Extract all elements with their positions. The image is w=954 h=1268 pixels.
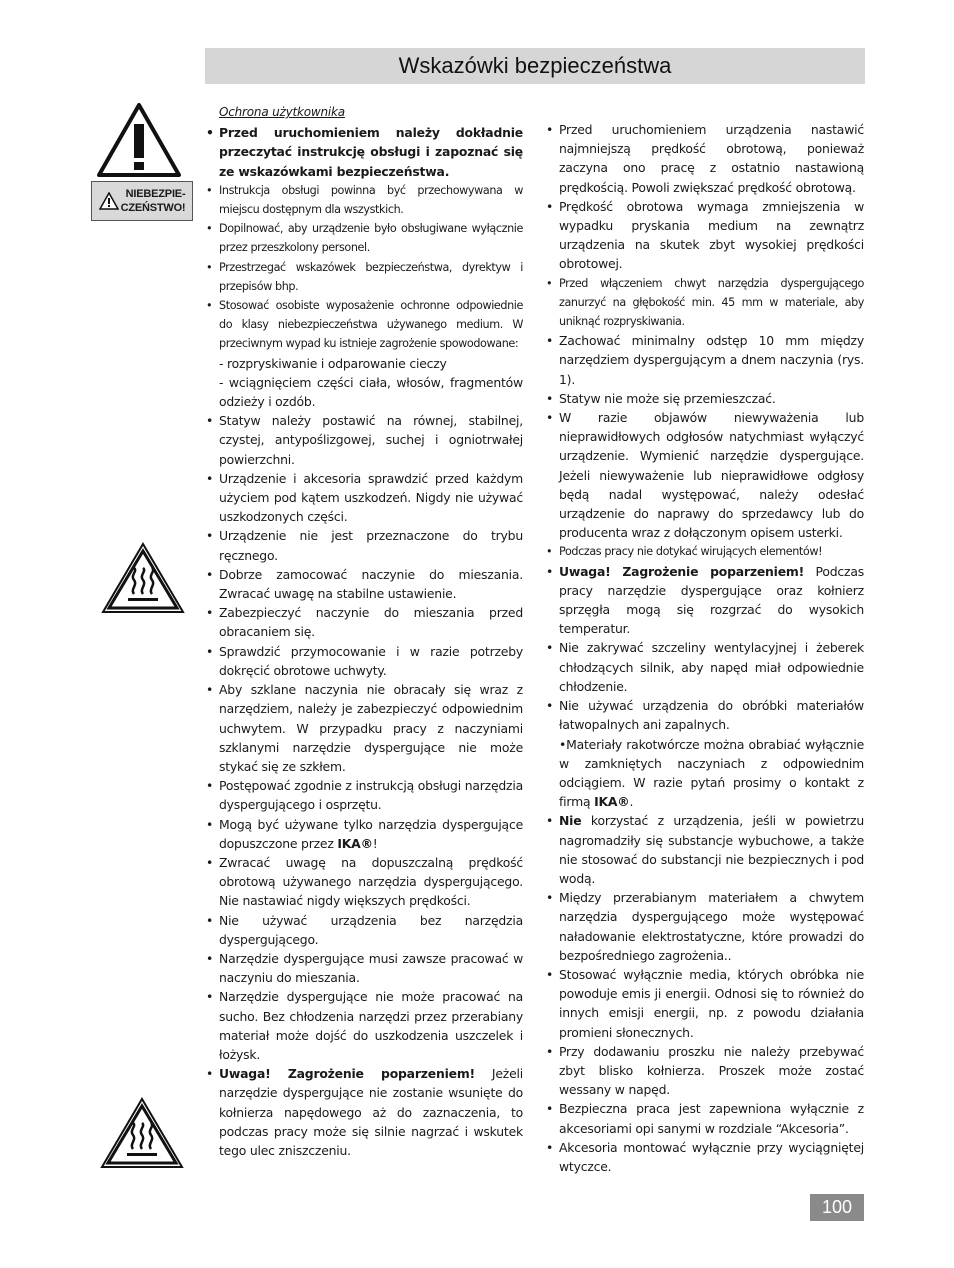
hot-surface-icon — [100, 1097, 184, 1169]
hot-surface-icon — [101, 542, 185, 614]
list-item: • Instrukcja obsługi powinna być przechowywana w miejscu dostępnym dla wszystkich. — [205, 181, 523, 219]
list-item: • W razie objawów niewyważenia lub nieprawidłowych odgłosów natychmiast wyłączyć urządzenie. Wymienić narzędzie dyspergujące. Jeżeli niewyważenie lub nieprawidłowe odgłosy będą nadal występować, należy odesłać urządzenie do naprawy do sprzedawcy lub do producenta wraz z dołączonym opisem usterki. — [545, 408, 864, 542]
list-item: • Uwaga! Zagrożenie poparzeniem! Jeżeli narzędzie dyspergujące nie zostanie wsunięte do kołnierza napędowego aż do zaznaczenia, to podczas pracy może się silnie nagrzać i wskutek tego ulec zniszczeniu. — [205, 1064, 523, 1160]
list-item: • Mogą być używane tylko narzędzia dyspergujące dopuszczone przez IKA®! — [205, 815, 523, 853]
list-item: • Nie korzystać z urządzenia, jeśli w powietrzu nagromadziły się substancje wybuchowe, a także nie stosować do substancji nie bezpiecznych i pod wodą. — [545, 811, 864, 888]
list-item: • Statyw należy postawić na równej, stabilnej, czystej, antypoślizgowej, suchej i ogniotrwałej powierzchni. — [205, 411, 523, 469]
burn-warning: Uwaga! Zagrożenie poparzeniem! — [559, 563, 805, 579]
list-item: • Nie używać urządzenia bez narzędzia dyspergującego. — [205, 911, 523, 949]
list-subitem: - wciągnięciem części ciała, włosów, fragmentów odzieży i ozdób. — [219, 374, 523, 410]
list-item: • Między przerabianym materiałem a chwytem narzędzia dyspergującego może występować naładowanie elektrostatyczne, które prowadzi do bezpośredniego zagrożenia.. — [545, 888, 864, 965]
page-number: 100 — [810, 1194, 864, 1221]
list-item: • Nie zakrywać szczeliny wentylacyjnej i żeberek chłodzących silnik, aby napęd miał odpowiednie chłodzenie. — [545, 638, 864, 696]
list-item: • Sprawdzić przymocowanie i w razie potrzeby dokręcić obrotowe uchwyty. — [205, 642, 523, 680]
list-item: • Podczas pracy nie dotykać wirujących elementów! — [545, 542, 864, 561]
list-item: • Urządzenie nie jest przeznaczone do trybu ręcznego. — [205, 526, 523, 564]
list-item: • Zachować minimalny odstęp 10 mm między narzędziem dyspergującym a dnem naczynia (rys. 1). — [545, 331, 864, 389]
section-subheading: Ochrona użytkownika — [219, 105, 345, 119]
list-subitem: •Materiały rakotwórcze można obrabiać wyłącznie w zamkniętych naczyniach z odpowiednim odciągiem. W razie pytań prosimy o kontakt z firmą IKA®. — [559, 736, 864, 810]
left-column — [205, 103, 523, 1160]
warning-small-icon — [99, 192, 119, 210]
list-item: • Przed włączeniem chwyt narzędzia dyspergującego zanurzyć na głębokość min. 45 mm w materiale, aby uniknąć rozpryskiwania. — [545, 274, 864, 332]
ika-brand: IKA® — [337, 835, 373, 851]
list-item: • Przy dodawaniu proszku nie należy przebywać zbyt blisko kołnierza. Proszek może zostać wessany w napęd. — [545, 1042, 864, 1100]
list-item: • Bezpieczna praca jest zapewniona wyłącznie z akcesoriami opi sanymi w rozdziale “Akcesoria”. — [545, 1099, 864, 1137]
danger-label-text: NIEBEZPIE- CZEŃSTWO! — [120, 188, 186, 214]
warning-triangle-icon — [96, 102, 182, 178]
list-item: • Narzędzie dyspergujące musi zawsze pracować w naczyniu do mieszania. — [205, 949, 523, 987]
list-item: • Przed uruchomieniem urządzenia nastawić najmniejszą prędkość obrotową, ponieważ zaczyna ono pracę z ostatnio nastawioną prędkością. Powoli zwiększać prędkość obrotową. — [545, 120, 864, 197]
list-item: • Uwaga! Zagrożenie poparzeniem! Podczas pracy narzędzie dyspergujące oraz kołnierz sprzęgła mogą się rozgrzać do wysokich temperatur. — [545, 562, 864, 639]
list-item: • Zabezpieczyć naczynie do mieszania przed obracaniem się. — [205, 603, 523, 641]
list-item: • Akcesoria montować wyłącznie przy wyciągniętej wtyczce. — [545, 1138, 864, 1176]
danger-label — [91, 181, 193, 221]
list-item: • Statyw nie może się przemieszczać. — [545, 389, 864, 408]
title-bar — [205, 48, 865, 84]
list-item: • Przestrzegać wskazówek bezpieczeństwa, dyrektyw i przepisów bhp. — [205, 258, 523, 296]
list-item: • Postępować zgodnie z instrukcją obsługi narzędzia dyspergującego i osprzętu. — [205, 776, 523, 814]
list-item: • Stosować wyłącznie media, których obróbka nie powoduje emis ji energii. Odnosi się to również do innych emisji energii, np. z powodu działania promieni słonecznych. — [545, 965, 864, 1042]
list-item: • Narzędzie dyspergujące nie może pracować na sucho. Bez chłodzenia narzędzi przez przerabiany materiał może dojść do uszkodzenia uszczelek i łożysk. — [205, 987, 523, 1064]
list-item: • Urządzenie i akcesoria sprawdzić przed każdym użyciem pod kątem uszkodzeń. Nigdy nie używać uszkodzonych części. — [205, 469, 523, 527]
list-item: • Prędkość obrotowa wymaga zmniejszenia w wypadku pryskania medium na zewnątrz urządzenia na skutek zbyt wysokiej prędkości obrotowej. — [545, 197, 864, 274]
list-item: • Stosować osobiste wyposażenie ochronne odpowiednie do klasy niebezpieczeństwa używanego medium. W przeciwnym wypad ku istnieje zagrożenie spowodowane: — [205, 296, 523, 354]
list-item: • Dobrze zamocować naczynie do mieszania. Zwracać uwagę na stabilne ustawienie. — [205, 565, 523, 603]
list-item: • Aby szklane naczynia nie obracały się wraz z narzędziem, należy je zabezpieczyć odpowiednim uchwytem. W przypadku pracy z naczyniami szklanymi narzędzie dyspergujące nie może stykać się ze szkłem. — [205, 680, 523, 776]
page-title: Wskazówki bezpieczeństwa — [398, 53, 672, 78]
list-item: • Dopilnować, aby urządzenie było obsługiwane wyłącznie przez przeszkolony personel. — [205, 219, 523, 257]
list-item: • Przed uruchomieniem należy dokładnie przeczytać instrukcję obsługi i zapoznać się ze wskazówkami bezpieczeństwa. — [205, 123, 523, 181]
right-column — [545, 120, 864, 1176]
ika-brand: IKA® — [594, 794, 630, 810]
list-subitem: - rozpryskiwanie i odparowanie cieczy — [219, 355, 447, 371]
list-item: • Zwracać uwagę na dopuszczalną prędkość obrotową używanego narzędzia dyspergującego. Nie nastawiać nigdy większych prędkości. — [205, 853, 523, 911]
list-item: • Nie używać urządzenia do obróbki materiałów łatwopalnych ani zapalnych. — [545, 696, 864, 734]
burn-warning: Uwaga! Zagrożenie poparzeniem! — [219, 1066, 475, 1082]
